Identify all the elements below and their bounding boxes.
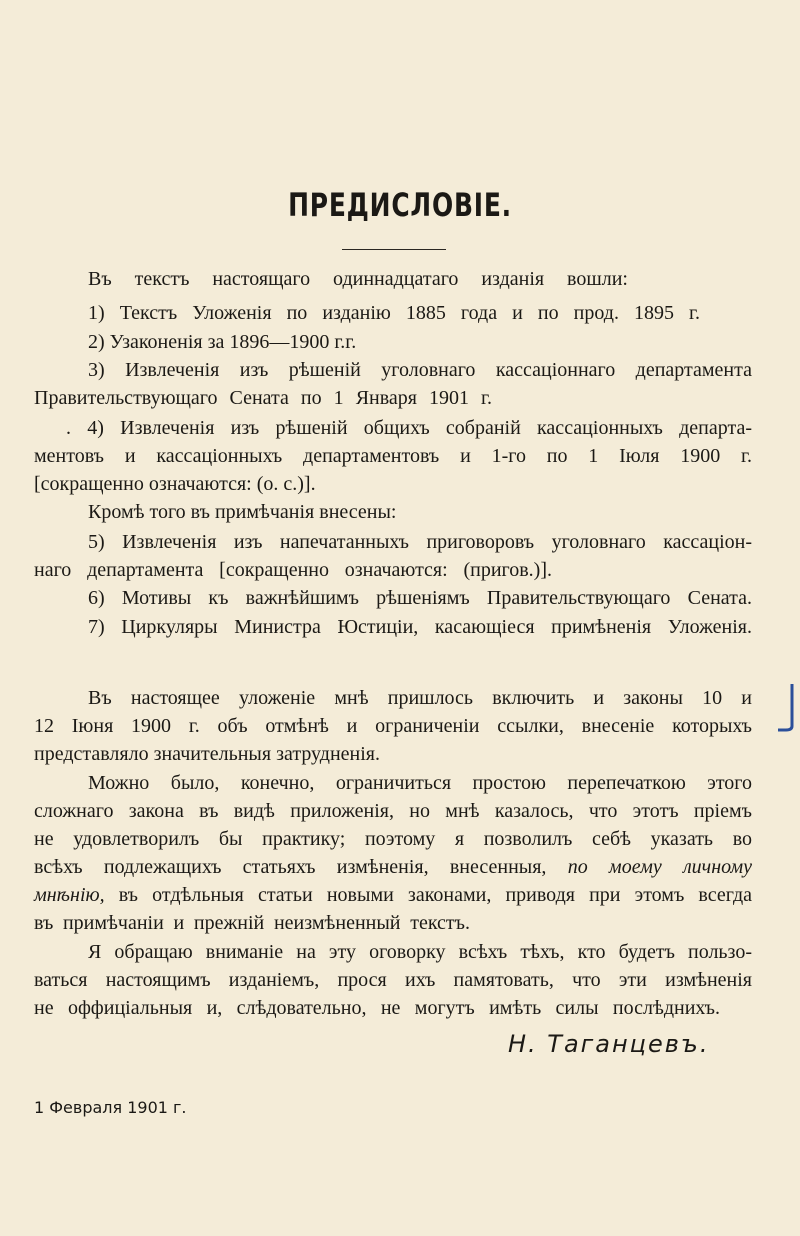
text-line: ментовъ и кассаціонныхъ департаментовъ и 1-го по 1 Іюля 1900 г.	[34, 445, 752, 467]
title-rule	[342, 249, 446, 250]
text-line: не оффиціальныя и, слѣдовательно, не могутъ имѣть силы послѣднихъ.	[34, 997, 720, 1019]
text-line: не удовлетворилъ бы практику; поэтому я позволилъ себѣ указать во	[34, 828, 752, 850]
text-line: Можно было, конечно, ограничиться простою перепечаткою этого	[88, 772, 752, 794]
text-segment: всѣхъ подлежащихъ статьяхъ измѣненія, внесенныя,	[34, 856, 547, 878]
italic-segment: по моему личному	[567, 856, 753, 878]
text-line: . 4) Извлеченія изъ рѣшеній общихъ собраній кассаціонныхъ департа-	[66, 417, 752, 439]
text-line: 5) Извлеченія изъ напечатанныхъ приговоровъ уголовнаго кассаціон-	[88, 531, 752, 553]
text-line: представляло значительныя затрудненія.	[34, 743, 381, 765]
text-line: 7) Циркуляры Министра Юстиціи, касающіеся примѣненія Уложенія.	[88, 616, 752, 638]
text-line: 1) Текстъ Уложенія по изданію 1885 года и по прод. 1895 г.	[88, 302, 700, 324]
text-line: сложнаго закона въ видѣ приложенія, но мнѣ казалось, что этотъ пріемъ	[34, 800, 752, 822]
margin-bracket-mark	[776, 682, 800, 732]
text-line: 2) Узаконенія за 1896—1900 г.г.	[88, 331, 357, 353]
text-line: Я обращаю вниманіе на эту оговорку всѣхъ тѣхъ, кто будетъ пользо-	[88, 941, 752, 963]
text-line: ваться настоящимъ изданіемъ, прося ихъ памятовать, что эти измѣненія	[34, 969, 752, 991]
text-line: [сокращенно означаются: (о. с.)].	[34, 473, 316, 495]
italic-segment: мнѣнію,	[34, 884, 105, 906]
date-line: 1 Февраля 1901 г.	[34, 1098, 187, 1117]
text-line: Въ текстъ настоящаго одиннадцатаго изданія вошли:	[88, 268, 628, 290]
text-line: 12 Іюня 1900 г. объ отмѣнѣ и ограниченіи ссылки, внесеніе которыхъ	[34, 715, 752, 737]
text-segment: въ отдѣльныя статьи новыми законами, приводя при этомъ всегда	[118, 884, 752, 906]
text-line: 3) Извлеченія изъ рѣшеній уголовнаго кассаціоннаго департамента	[88, 359, 752, 381]
text-line-mixed	[34, 882, 752, 908]
text-line: Кромѣ того въ примѣчанія внесены:	[88, 501, 397, 523]
text-line: Въ настоящее уложеніе мнѣ пришлось включить и законы 10 и	[88, 687, 752, 709]
text-line: наго департамента [сокращенно означаются: (пригов.)].	[34, 559, 552, 581]
page-title: ПРЕДИСЛОВІЕ.	[288, 186, 512, 224]
text-line-mixed	[34, 854, 752, 880]
text-line: въ примѣчаніи и прежній неизмѣненный текстъ.	[34, 912, 470, 934]
text-line: Правительствующаго Сената по 1 Января 1901 г.	[34, 387, 492, 409]
text-line: 6) Мотивы къ важнѣйшимъ рѣшеніямъ Правительствующаго Сената.	[88, 587, 752, 609]
signature: Н. Таганцевъ.	[508, 1030, 710, 1058]
